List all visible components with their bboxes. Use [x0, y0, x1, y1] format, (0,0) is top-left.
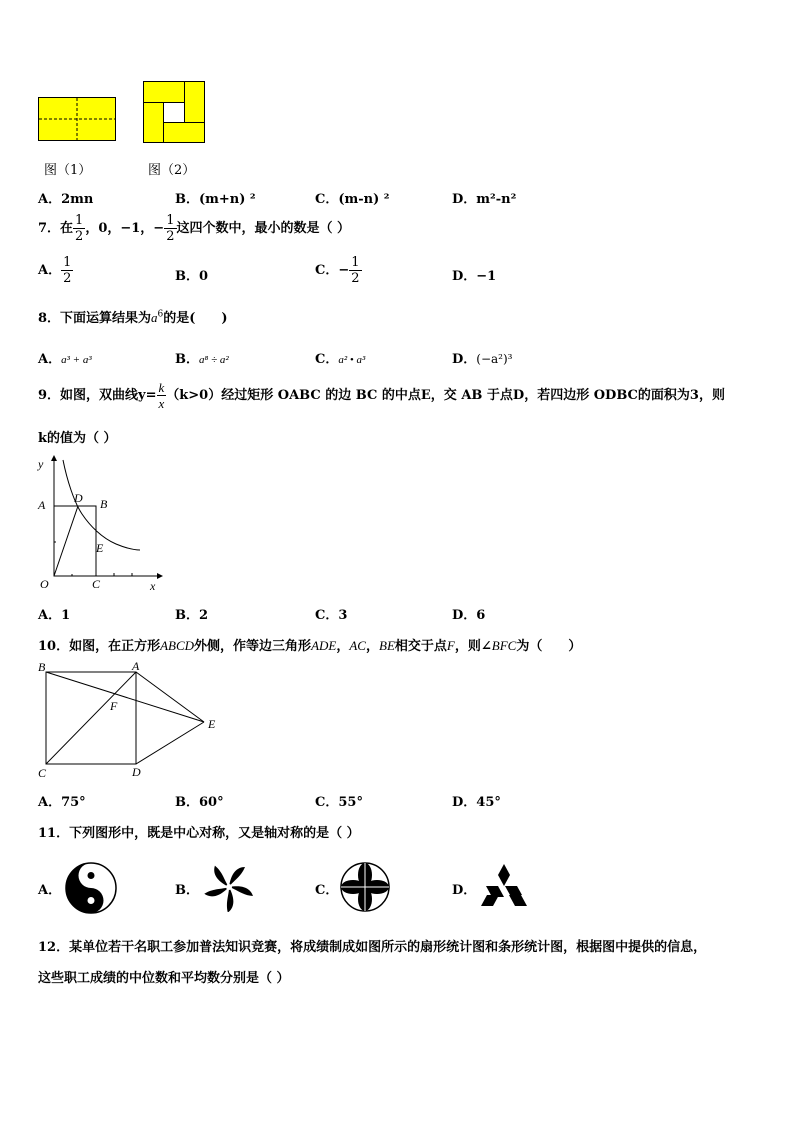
q10-label-f: F: [110, 699, 118, 713]
q9-frac-x: x: [158, 396, 165, 411]
q7-stem: [38, 213, 350, 244]
pinwheel-flower-icon: [203, 862, 255, 912]
q6-option-d[interactable]: D．m²-n²: [452, 192, 517, 207]
q9-option-b[interactable]: B．2: [175, 608, 209, 623]
q7-option-d[interactable]: D．−1: [452, 269, 497, 284]
q10-label-b: B: [38, 660, 46, 674]
q10-text-before: 10．如图，在正方形: [38, 639, 161, 654]
q10-angle: BFC: [491, 638, 517, 653]
figure-1-rectangle: [38, 97, 116, 141]
q8-c-label: C．: [315, 352, 339, 367]
q8-d-expr: (−a²)³: [476, 352, 513, 366]
q9-text-after: （k>0）经过矩形 OABC 的边 BC 的中点E，交 AB 于点D，若四边形 ODBC的面积为3，则: [166, 388, 725, 403]
q8-text-before: 8．下面运算结果为: [38, 311, 152, 326]
q9-hyperbola-figure: [36, 452, 166, 594]
q9-fraction-k-over-x: [157, 380, 167, 411]
q10-option-c[interactable]: C．55°: [315, 795, 363, 810]
q12-stem-line2: 这些职工成绩的中位数和平均数分别是（ ）: [38, 971, 290, 986]
q9-label-y: y: [38, 457, 44, 471]
q10-be: BE: [379, 638, 395, 653]
q7-frac2-denominator: 2: [166, 229, 175, 244]
q9-label-a: A: [38, 498, 46, 512]
q10-f: F: [446, 638, 455, 653]
q7-prefix: 7．在: [38, 221, 74, 236]
q7-option-a[interactable]: [38, 255, 73, 286]
q10-square-figure: [34, 658, 224, 782]
q7-option-b[interactable]: B．0: [175, 269, 209, 284]
q7-opt-c-den: 2: [351, 271, 360, 286]
four-petal-circle-icon: [339, 861, 391, 913]
q7-option-c-fraction: [349, 255, 361, 286]
q11-option-a[interactable]: A．: [38, 883, 62, 898]
q10-label-e: E: [208, 717, 216, 731]
q10-ac: AC: [349, 638, 366, 653]
q7-fraction-neg-half: [164, 213, 176, 244]
q7-option-a-label: A．: [38, 263, 62, 278]
q9-option-c[interactable]: C．3: [315, 608, 348, 623]
q8-b-expr: a⁸ ÷ a²: [199, 354, 229, 366]
q6-option-a[interactable]: A．2mn: [38, 192, 94, 207]
q10-label-d: D: [132, 765, 141, 779]
q6-option-b[interactable]: B．(m+n) ²: [175, 192, 256, 207]
q9-stem-line2: k的值为（ ）: [38, 431, 117, 446]
q9-text-before: 9．如图，双曲线y=: [38, 388, 157, 403]
q9-label-o: O: [40, 577, 49, 591]
q10-triangle: ADE: [311, 638, 337, 653]
q8-var: a: [151, 310, 158, 325]
q7-opt-c-num: 1: [351, 255, 360, 270]
q9-label-x: x: [150, 579, 156, 593]
q8-a-expr: a³ + a³: [61, 354, 92, 366]
q9-label-d: D: [74, 491, 83, 505]
q8-option-d[interactable]: [452, 348, 512, 367]
q9-option-d[interactable]: D．6: [452, 608, 486, 623]
q10-label-c: C: [38, 766, 47, 780]
q9-stem-line1: [38, 380, 725, 411]
q11-option-c[interactable]: C．: [315, 883, 339, 898]
q7-option-c-label: C．−: [315, 263, 350, 278]
q7-opt-a-den: 2: [63, 271, 72, 286]
q8-stem: [38, 307, 228, 326]
q8-option-a[interactable]: [38, 348, 92, 367]
q12-stem-line1: 12．某单位若干名职工参加普法知识竞赛，将成绩制成如图所示的扇形统计图和条形统计图，根据图中提供的信息，: [38, 940, 707, 955]
q10-option-a[interactable]: A．75°: [38, 795, 86, 810]
q7-suffix: 这四个数中，最小的数是（ ）: [176, 221, 351, 236]
q11-stem: 11．下列图形中，既是中心对称，又是轴对称的是（ ）: [38, 826, 360, 841]
q9-label-e: E: [96, 541, 104, 555]
q10-text-mid2: 相交于点: [394, 639, 447, 654]
q7-middle: ，0，−1，−: [85, 221, 165, 236]
q8-option-c[interactable]: [315, 348, 365, 367]
q8-a-label: A．: [38, 352, 62, 367]
q10-option-b[interactable]: B．60°: [175, 795, 224, 810]
figure-2-caption: 图（2）: [148, 163, 196, 178]
q10-option-d[interactable]: D．45°: [452, 795, 501, 810]
q7-frac-numerator: 1: [75, 213, 84, 228]
q9-frac-k: k: [158, 380, 165, 395]
q10-sep2: ，: [365, 639, 379, 654]
q11-option-d[interactable]: D．: [452, 883, 477, 898]
q10-text-after: 为（ ）: [516, 639, 582, 654]
q7-frac-denominator: 2: [75, 229, 84, 244]
q8-d-label: D．: [452, 352, 477, 367]
q9-option-a[interactable]: A．1: [38, 608, 71, 623]
q10-stem: [38, 635, 581, 654]
q7-fraction-half: [73, 213, 85, 244]
q8-exponent: 6: [157, 309, 164, 320]
q10-square: ABCD: [160, 638, 195, 653]
q7-frac2-numerator: 1: [166, 213, 175, 228]
q10-label-a: A: [132, 659, 140, 673]
q9-label-c: C: [92, 577, 101, 591]
q10-text-mid1: 外侧，作等边三角形: [194, 639, 312, 654]
q8-text-after: 的是( ): [163, 311, 228, 326]
q9-label-b: B: [100, 497, 108, 511]
q7-opt-a-num: 1: [63, 255, 72, 270]
q10-text-mid3: ，则∠: [454, 639, 492, 654]
q8-option-b[interactable]: [175, 348, 229, 367]
figure-2-square: [143, 81, 205, 143]
q7-option-a-fraction: [61, 255, 73, 286]
q8-c-expr: a² • a³: [338, 354, 366, 366]
yin-yang-icon: [64, 861, 118, 915]
q10-sep1: ，: [336, 639, 350, 654]
q8-b-label: B．: [175, 352, 199, 367]
figure-1-caption: 图（1）: [44, 163, 92, 178]
q11-option-b[interactable]: B．: [175, 883, 199, 898]
q7-option-c[interactable]: [315, 255, 362, 286]
three-diamonds-icon: [479, 862, 529, 908]
q6-option-c[interactable]: C．(m-n) ²: [315, 192, 390, 207]
